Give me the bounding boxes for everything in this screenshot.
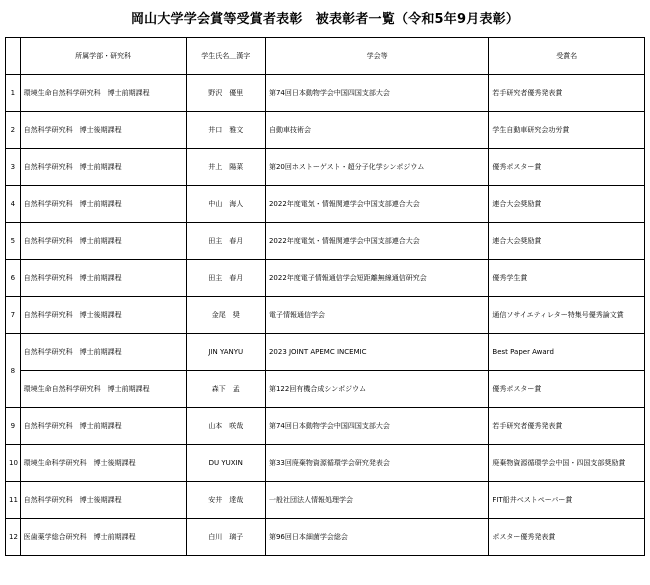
award-cell: Best Paper Award (489, 334, 645, 371)
student-name-cell: 井口 雅文 (186, 112, 265, 149)
row-number: 4 (6, 186, 21, 223)
award-cell: 学生自動車研究会功労賞 (489, 112, 645, 149)
awardees-table (5, 37, 645, 556)
award-cell: 優秀ポスター賞 (489, 149, 645, 186)
row-number: 11 (6, 482, 21, 519)
affiliation-cell: 自然科学研究科 博士前期課程 (20, 408, 186, 445)
header-affiliation: 所属学部・研究科 (20, 38, 186, 75)
affiliation-cell: 自然科学研究科 博士前期課程 (20, 334, 186, 371)
award-cell: 優秀ポスター賞 (489, 371, 645, 408)
affiliation-cell: 自然科学研究科 博士前期課程 (20, 223, 186, 260)
page-title: 岡山大学学会賞等受賞者表彰 被表彰者一覧（令和5年9月表彰） (130, 12, 520, 27)
award-cell: 通信ソサイエティレター特集号優秀論文賞 (489, 297, 645, 334)
society-cell: 2022年度電子情報通信学会短距離無線通信研究会 (265, 260, 488, 297)
society-cell: 第20回ホストーゲスト・超分子化学シンポジウム (265, 149, 488, 186)
society-cell: 第74回日本動物学会中国四国支部大会 (265, 408, 488, 445)
affiliation-cell: 自然科学研究科 博士前期課程 (20, 186, 186, 223)
award-cell: 廃棄物資源循環学会中国・四国支部奨励賞 (489, 445, 645, 482)
student-name-cell: 安井 達哉 (186, 482, 265, 519)
affiliation-cell: 自然科学研究科 博士後期課程 (20, 297, 186, 334)
society-cell: 電子情報通信学会 (265, 297, 488, 334)
student-name-cell: 中山 海人 (186, 186, 265, 223)
table-row (6, 149, 645, 186)
affiliation-cell: 自然科学研究科 博士前期課程 (20, 149, 186, 186)
table-row (6, 186, 645, 223)
header-society: 学会等 (265, 38, 488, 75)
table-row (6, 445, 645, 482)
society-cell: 2022年度電気・情報関連学会中国支部連合大会 (265, 186, 488, 223)
student-name-cell: 田主 春月 (186, 260, 265, 297)
society-cell: 第74回日本動物学会中国四国支部大会 (265, 75, 488, 112)
award-cell: 連合大会奨励賞 (489, 223, 645, 260)
row-number: 8 (6, 334, 21, 408)
table-row (6, 260, 645, 297)
row-number: 12 (6, 519, 21, 556)
affiliation-cell: 環境生命科学研究科 博士後期課程 (20, 445, 186, 482)
table-row (6, 297, 645, 334)
society-cell: 自動車技術会 (265, 112, 488, 149)
student-name-cell: 森下 孟 (186, 371, 265, 408)
table-row (6, 519, 645, 556)
student-name-cell: 金尾 奨 (186, 297, 265, 334)
award-cell: FIT船井ベストペーパー賞 (489, 482, 645, 519)
award-cell: ポスター優秀発表賞 (489, 519, 645, 556)
header-award: 受賞名 (489, 38, 645, 75)
society-cell: 第122回有機合成シンポジウム (265, 371, 488, 408)
award-cell: 優秀学生賞 (489, 260, 645, 297)
student-name-cell: JIN YANYU (186, 334, 265, 371)
society-cell: 一般社団法人情報処理学会 (265, 482, 488, 519)
society-cell: 第33回廃棄物資源循環学会研究発表会 (265, 445, 488, 482)
student-name-cell: DU YUXIN (186, 445, 265, 482)
society-cell: 2022年度電気・情報関連学会中国支部連合大会 (265, 223, 488, 260)
society-cell: 2023 JOINT APEMC INCEMIC (265, 334, 488, 371)
affiliation-cell: 環境生命自然科学研究科 博士前期課程 (20, 75, 186, 112)
table-row (6, 75, 645, 112)
header-student-name: 学生氏名＿漢字 (186, 38, 265, 75)
affiliation-cell: 環境生命自然科学研究科 博士前期課程 (20, 371, 186, 408)
affiliation-cell: 医歯薬学総合研究科 博士前期課程 (20, 519, 186, 556)
affiliation-cell: 自然科学研究科 博士後期課程 (20, 482, 186, 519)
award-cell: 若手研究者優秀発表賞 (489, 75, 645, 112)
society-cell: 第96回日本細菌学会総会 (265, 519, 488, 556)
row-number: 9 (6, 408, 21, 445)
student-name-cell: 白川 璃子 (186, 519, 265, 556)
affiliation-cell: 自然科学研究科 博士後期課程 (20, 112, 186, 149)
award-cell: 連合大会奨励賞 (489, 186, 645, 223)
student-name-cell: 田主 春月 (186, 223, 265, 260)
table-row (6, 112, 645, 149)
row-number: 6 (6, 260, 21, 297)
row-number: 7 (6, 297, 21, 334)
table-row (6, 482, 645, 519)
table-row (6, 334, 645, 371)
header-no (6, 38, 21, 75)
table-row (6, 223, 645, 260)
row-number: 10 (6, 445, 21, 482)
table-header-row (6, 38, 645, 75)
table-row (6, 371, 645, 408)
student-name-cell: 井上 陽菜 (186, 149, 265, 186)
table-row (6, 408, 645, 445)
affiliation-cell: 自然科学研究科 博士前期課程 (20, 260, 186, 297)
row-number: 5 (6, 223, 21, 260)
row-number: 3 (6, 149, 21, 186)
student-name-cell: 山本 咲哉 (186, 408, 265, 445)
award-cell: 若手研究者優秀発表賞 (489, 408, 645, 445)
row-number: 2 (6, 112, 21, 149)
student-name-cell: 野沢 優里 (186, 75, 265, 112)
row-number: 1 (6, 75, 21, 112)
